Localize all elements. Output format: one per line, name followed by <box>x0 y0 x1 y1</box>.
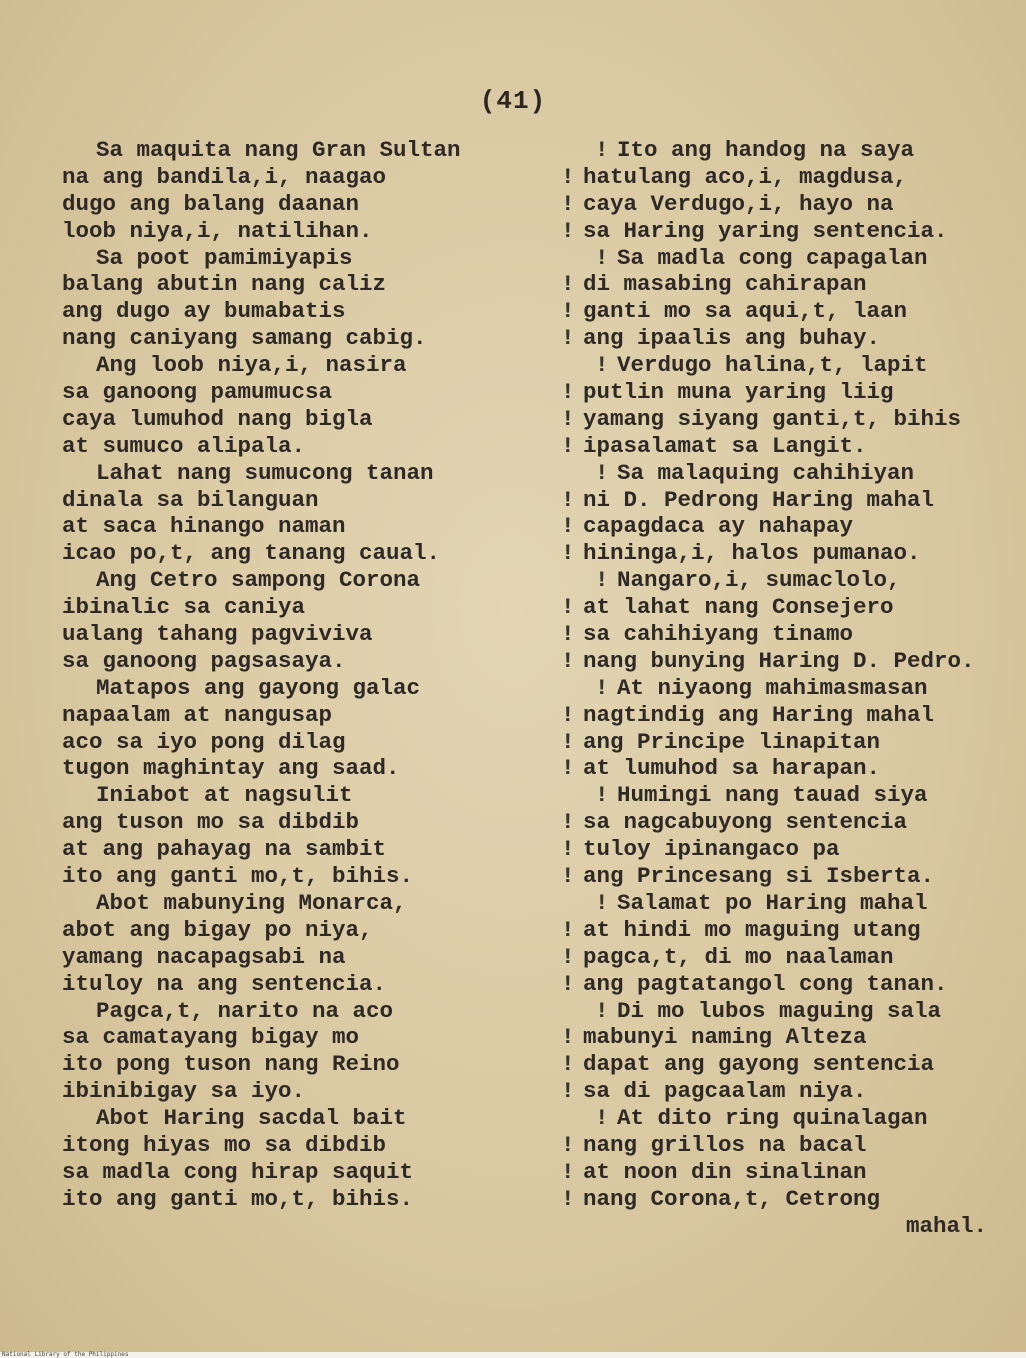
verse-text: Lahat nang sumucong tanan <box>96 459 434 486</box>
verse-line <box>561 836 1023 863</box>
verse-line <box>62 1186 538 1213</box>
verse-text: ituloy na ang sentencia. <box>62 970 387 997</box>
verse-line <box>561 298 1023 325</box>
verse-line <box>62 245 538 272</box>
verse-text: Di mo lubos maguing sala <box>617 997 942 1024</box>
verse-line <box>561 621 1023 648</box>
verse-text: yamang nacapagsabi na <box>62 943 346 970</box>
column-separator-mark: ! <box>561 540 575 567</box>
verse-text: ang pagtatangol cong tanan. <box>583 970 948 997</box>
column-separator-mark: ! <box>595 997 609 1024</box>
column-separator-mark: ! <box>561 836 575 863</box>
verse-line <box>561 245 1023 272</box>
column-separator-mark: ! <box>595 137 609 163</box>
verse-line <box>62 460 538 487</box>
verse-line <box>561 702 1023 729</box>
verse-text: ito ang ganti mo,t, bihis. <box>62 1185 414 1212</box>
verse-line <box>561 782 1023 809</box>
verse-line <box>561 1024 1023 1051</box>
verse-text: sa Haring yaring sentencia. <box>583 217 948 244</box>
verse-line <box>561 890 1023 917</box>
column-separator-mark: ! <box>561 513 575 540</box>
verse-line <box>561 191 1023 218</box>
verse-line <box>561 567 1023 594</box>
column-separator-mark: ! <box>595 352 609 379</box>
column-separator-mark: ! <box>561 970 575 997</box>
verse-line <box>561 917 1023 944</box>
verse-line <box>62 218 538 245</box>
verse-text: yamang siyang ganti,t, bihis <box>583 405 962 432</box>
verse-text: nagtindig ang Haring mahal <box>583 701 935 728</box>
column-separator-mark: ! <box>561 1131 575 1158</box>
verse-text: capagdaca ay nahapay <box>583 513 854 540</box>
verse-text: Nangaro,i, sumaclolo, <box>617 567 901 594</box>
verse-line <box>561 271 1023 298</box>
verse-text: sa ganoong pagsasaya. <box>62 647 346 674</box>
right-column <box>561 137 1023 1240</box>
verse-text: Abot mabunying Monarca, <box>96 889 407 916</box>
verse-line <box>62 836 538 863</box>
verse-text: Sa maquita nang Gran Sultan <box>96 137 461 163</box>
verse-text: ang dugo ay bumabatis <box>62 298 346 325</box>
verse-line <box>62 1078 538 1105</box>
verse-text: Abot Haring sacdal bait <box>96 1105 407 1132</box>
verse-line <box>62 890 538 917</box>
column-separator-mark: ! <box>561 432 575 459</box>
verse-text: di masabing cahirapan <box>583 271 867 298</box>
verse-text: at noon din sinalinan <box>583 1158 867 1185</box>
verse-line <box>62 782 538 809</box>
verse-text: Sa malaquing cahihiyan <box>617 459 915 486</box>
verse-text: ito ang ganti mo,t, bihis. <box>62 863 414 890</box>
column-separator-mark: ! <box>561 916 575 943</box>
column-separator-mark: ! <box>561 217 575 244</box>
verse-text: nang grillos na bacal <box>583 1131 867 1158</box>
verse-line <box>561 137 1023 164</box>
verse-text: ang ipaalis ang buhay. <box>583 325 881 352</box>
column-separator-mark: ! <box>595 567 609 594</box>
verse-line <box>561 406 1023 433</box>
column-separator-mark: ! <box>595 244 609 271</box>
column-separator-mark: ! <box>561 863 575 890</box>
verse-text: at sumuco alipala. <box>62 432 306 459</box>
verse-text: ibinibigay sa iyo. <box>62 1078 306 1105</box>
verse-line <box>62 540 538 567</box>
column-separator-mark: ! <box>561 647 575 674</box>
column-separator-mark: ! <box>561 271 575 298</box>
verse-text: sa di pagcaalam niya. <box>583 1078 867 1105</box>
footer-credit: National Library of the Philippines <box>2 1351 129 1358</box>
verse-line <box>62 137 538 164</box>
verse-text: ganti mo sa aqui,t, laan <box>583 298 908 325</box>
verse-text: caya lumuhod nang bigla <box>62 405 373 432</box>
verse-line <box>561 648 1023 675</box>
verse-text: ualang tahang pagviviva <box>62 621 373 648</box>
column-separator-mark: ! <box>561 325 575 352</box>
column-separator-mark: ! <box>561 728 575 755</box>
verse-line <box>62 433 538 460</box>
verse-text: at saca hinango naman <box>62 513 346 540</box>
verse-line <box>62 164 538 191</box>
verse-line <box>561 1105 1023 1132</box>
column-separator-mark: ! <box>561 379 575 406</box>
verse-line <box>561 460 1023 487</box>
column-separator-mark: ! <box>595 889 609 916</box>
verse-line <box>561 1051 1023 1078</box>
verse-text: loob niya,i, natilihan. <box>62 217 373 244</box>
verse-line <box>62 298 538 325</box>
verse-line <box>561 998 1023 1025</box>
column-separator-mark: ! <box>561 486 575 513</box>
verse-text: hininga,i, halos pumanao. <box>583 540 921 567</box>
verse-text: ang Principe linapitan <box>583 728 881 755</box>
verse-text: abot ang bigay po niya, <box>62 916 373 943</box>
column-separator-mark: ! <box>561 190 575 217</box>
column-separator-mark: ! <box>561 701 575 728</box>
verse-text: sa cahihiyang tinamo <box>583 621 854 648</box>
column-separator-mark: ! <box>561 1051 575 1078</box>
verse-line <box>561 809 1023 836</box>
verse-line <box>62 567 538 594</box>
column-separator-mark: ! <box>561 163 575 190</box>
verse-line <box>561 1132 1023 1159</box>
verse-text: sa madla cong hirap saquit <box>62 1158 414 1185</box>
verse-line <box>561 944 1023 971</box>
verse-text: Ang loob niya,i, nasira <box>96 352 407 379</box>
verse-line <box>561 487 1023 514</box>
verse-text: Iniabot at nagsulit <box>96 782 353 809</box>
verse-line <box>62 809 538 836</box>
verse-text: nang caniyang samang cabig. <box>62 325 427 352</box>
verse-text: At dito ring quinalagan <box>617 1105 928 1132</box>
verse-line <box>62 513 538 540</box>
column-separator-mark: ! <box>561 809 575 836</box>
verse-text: at ang pahayag na sambit <box>62 836 387 863</box>
verse-line <box>62 944 538 971</box>
verse-line <box>561 433 1023 460</box>
page-number: (41) <box>479 86 547 116</box>
verse-line <box>62 998 538 1025</box>
verse-text: at lahat nang Consejero <box>583 594 894 621</box>
verse-text: Sa madla cong capagalan <box>617 244 928 271</box>
column-separator-mark: ! <box>561 755 575 782</box>
verse-line <box>62 594 538 621</box>
verse-text: na ang bandila,i, naagao <box>62 163 387 190</box>
column-separator-mark: ! <box>561 594 575 621</box>
verse-line <box>62 379 538 406</box>
verse-text: dinala sa bilanguan <box>62 486 319 513</box>
verse-text: Matapos ang gayong galac <box>96 674 421 701</box>
verse-text: mabunyi naming Alteza <box>583 1024 867 1051</box>
verse-text: Ang Cetro sampong Corona <box>96 567 421 594</box>
column-separator-mark: ! <box>561 405 575 432</box>
verse-text: tuloy ipinangaco pa <box>583 836 840 863</box>
column-separator-mark: ! <box>561 1185 575 1212</box>
verse-text: Salamat po Haring mahal <box>617 889 928 916</box>
verse-line <box>62 1132 538 1159</box>
verse-line <box>62 325 538 352</box>
verse-line <box>62 352 538 379</box>
verse-text: ang Princesang si Isberta. <box>583 863 935 890</box>
verse-text: ang tuson mo sa dibdib <box>62 809 360 836</box>
verse-text: sa ganoong pamumucsa <box>62 379 333 406</box>
verse-line <box>62 702 538 729</box>
verse-line <box>561 729 1023 756</box>
verse-line <box>62 271 538 298</box>
column-separator-mark: ! <box>561 943 575 970</box>
verse-line <box>62 1105 538 1132</box>
column-separator-mark: ! <box>595 1105 609 1132</box>
verse-line <box>62 1051 538 1078</box>
verse-line <box>561 325 1023 352</box>
column-separator-mark: ! <box>561 1158 575 1185</box>
verse-text: pagca,t, di mo naalaman <box>583 943 894 970</box>
column-separator-mark: ! <box>595 459 609 486</box>
verse-line <box>561 1186 1023 1213</box>
verse-line <box>62 971 538 998</box>
verse-line <box>62 648 538 675</box>
column-separator-mark: ! <box>561 621 575 648</box>
verse-line <box>561 1078 1023 1105</box>
verse-text: balang abutin nang caliz <box>62 271 387 298</box>
verse-text: Humingi nang tauad siya <box>617 782 928 809</box>
column-separator-mark: ! <box>561 298 575 325</box>
footer-bar <box>0 1352 1026 1358</box>
verse-text: ni D. Pedrong Haring mahal <box>583 486 935 513</box>
verse-line <box>62 675 538 702</box>
verse-text: At niyaong mahimasmasan <box>617 674 928 701</box>
verse-text: putlin muna yaring liig <box>583 379 894 406</box>
verse-text: nang bunying Haring D. Pedro. <box>583 647 975 674</box>
verse-text: dugo ang balang daanan <box>62 190 360 217</box>
verse-line <box>62 729 538 756</box>
verse-text: Ito ang handog na saya <box>617 137 915 163</box>
verse-line <box>561 755 1023 782</box>
verse-line <box>561 379 1023 406</box>
verse-text: nang Corona,t, Cetrong <box>583 1185 881 1212</box>
verse-line <box>561 164 1023 191</box>
verse-line <box>62 487 538 514</box>
verse-text: aco sa iyo pong dilag <box>62 728 346 755</box>
verse-text: Pagca,t, narito na aco <box>96 997 394 1024</box>
verse-text: at lumuhod sa harapan. <box>583 755 881 782</box>
verse-text: ibinalic sa caniya <box>62 594 306 621</box>
column-separator-mark: ! <box>595 674 609 701</box>
verse-text: sa camatayang bigay mo <box>62 1024 360 1051</box>
verse-line <box>561 863 1023 890</box>
verse-text: Verdugo halina,t, lapit <box>617 352 928 379</box>
verse-line <box>561 1159 1023 1186</box>
verse-line <box>62 755 538 782</box>
verse-text: napaalam at nangusap <box>62 701 333 728</box>
verse-line <box>561 513 1023 540</box>
verse-text: sa nagcabuyong sentencia <box>583 809 908 836</box>
verse-text: tugon maghintay ang saad. <box>62 755 400 782</box>
verse-line <box>62 863 538 890</box>
verse-text: Sa poot pamimiyapis <box>96 244 353 271</box>
verse-text: itong hiyas mo sa dibdib <box>62 1131 387 1158</box>
verse-line <box>561 352 1023 379</box>
verse-line <box>561 675 1023 702</box>
verse-line <box>561 540 1023 567</box>
verse-text: dapat ang gayong sentencia <box>583 1051 935 1078</box>
verse-tail: mahal. <box>905 1212 987 1239</box>
verse-text: ito pong tuson nang Reino <box>62 1051 400 1078</box>
verse-text: icao po,t, ang tanang caual. <box>62 540 441 567</box>
column-separator-mark: ! <box>561 1024 575 1051</box>
verse-line <box>561 218 1023 245</box>
verse-line <box>62 1024 538 1051</box>
verse-text: hatulang aco,i, magdusa, <box>583 163 908 190</box>
verse-text: caya Verdugo,i, hayo na <box>583 190 894 217</box>
verse-line <box>561 971 1023 998</box>
verse-line <box>62 406 538 433</box>
verse-text: ipasalamat sa Langit. <box>583 432 867 459</box>
verse-text: at hindi mo maguing utang <box>583 916 921 943</box>
verse-line <box>62 621 538 648</box>
verse-line <box>62 191 538 218</box>
verse-line <box>561 594 1023 621</box>
column-separator-mark: ! <box>595 782 609 809</box>
verse-line <box>62 917 538 944</box>
left-column <box>62 137 538 1213</box>
verse-line <box>62 1159 538 1186</box>
column-separator-mark: ! <box>561 1078 575 1105</box>
